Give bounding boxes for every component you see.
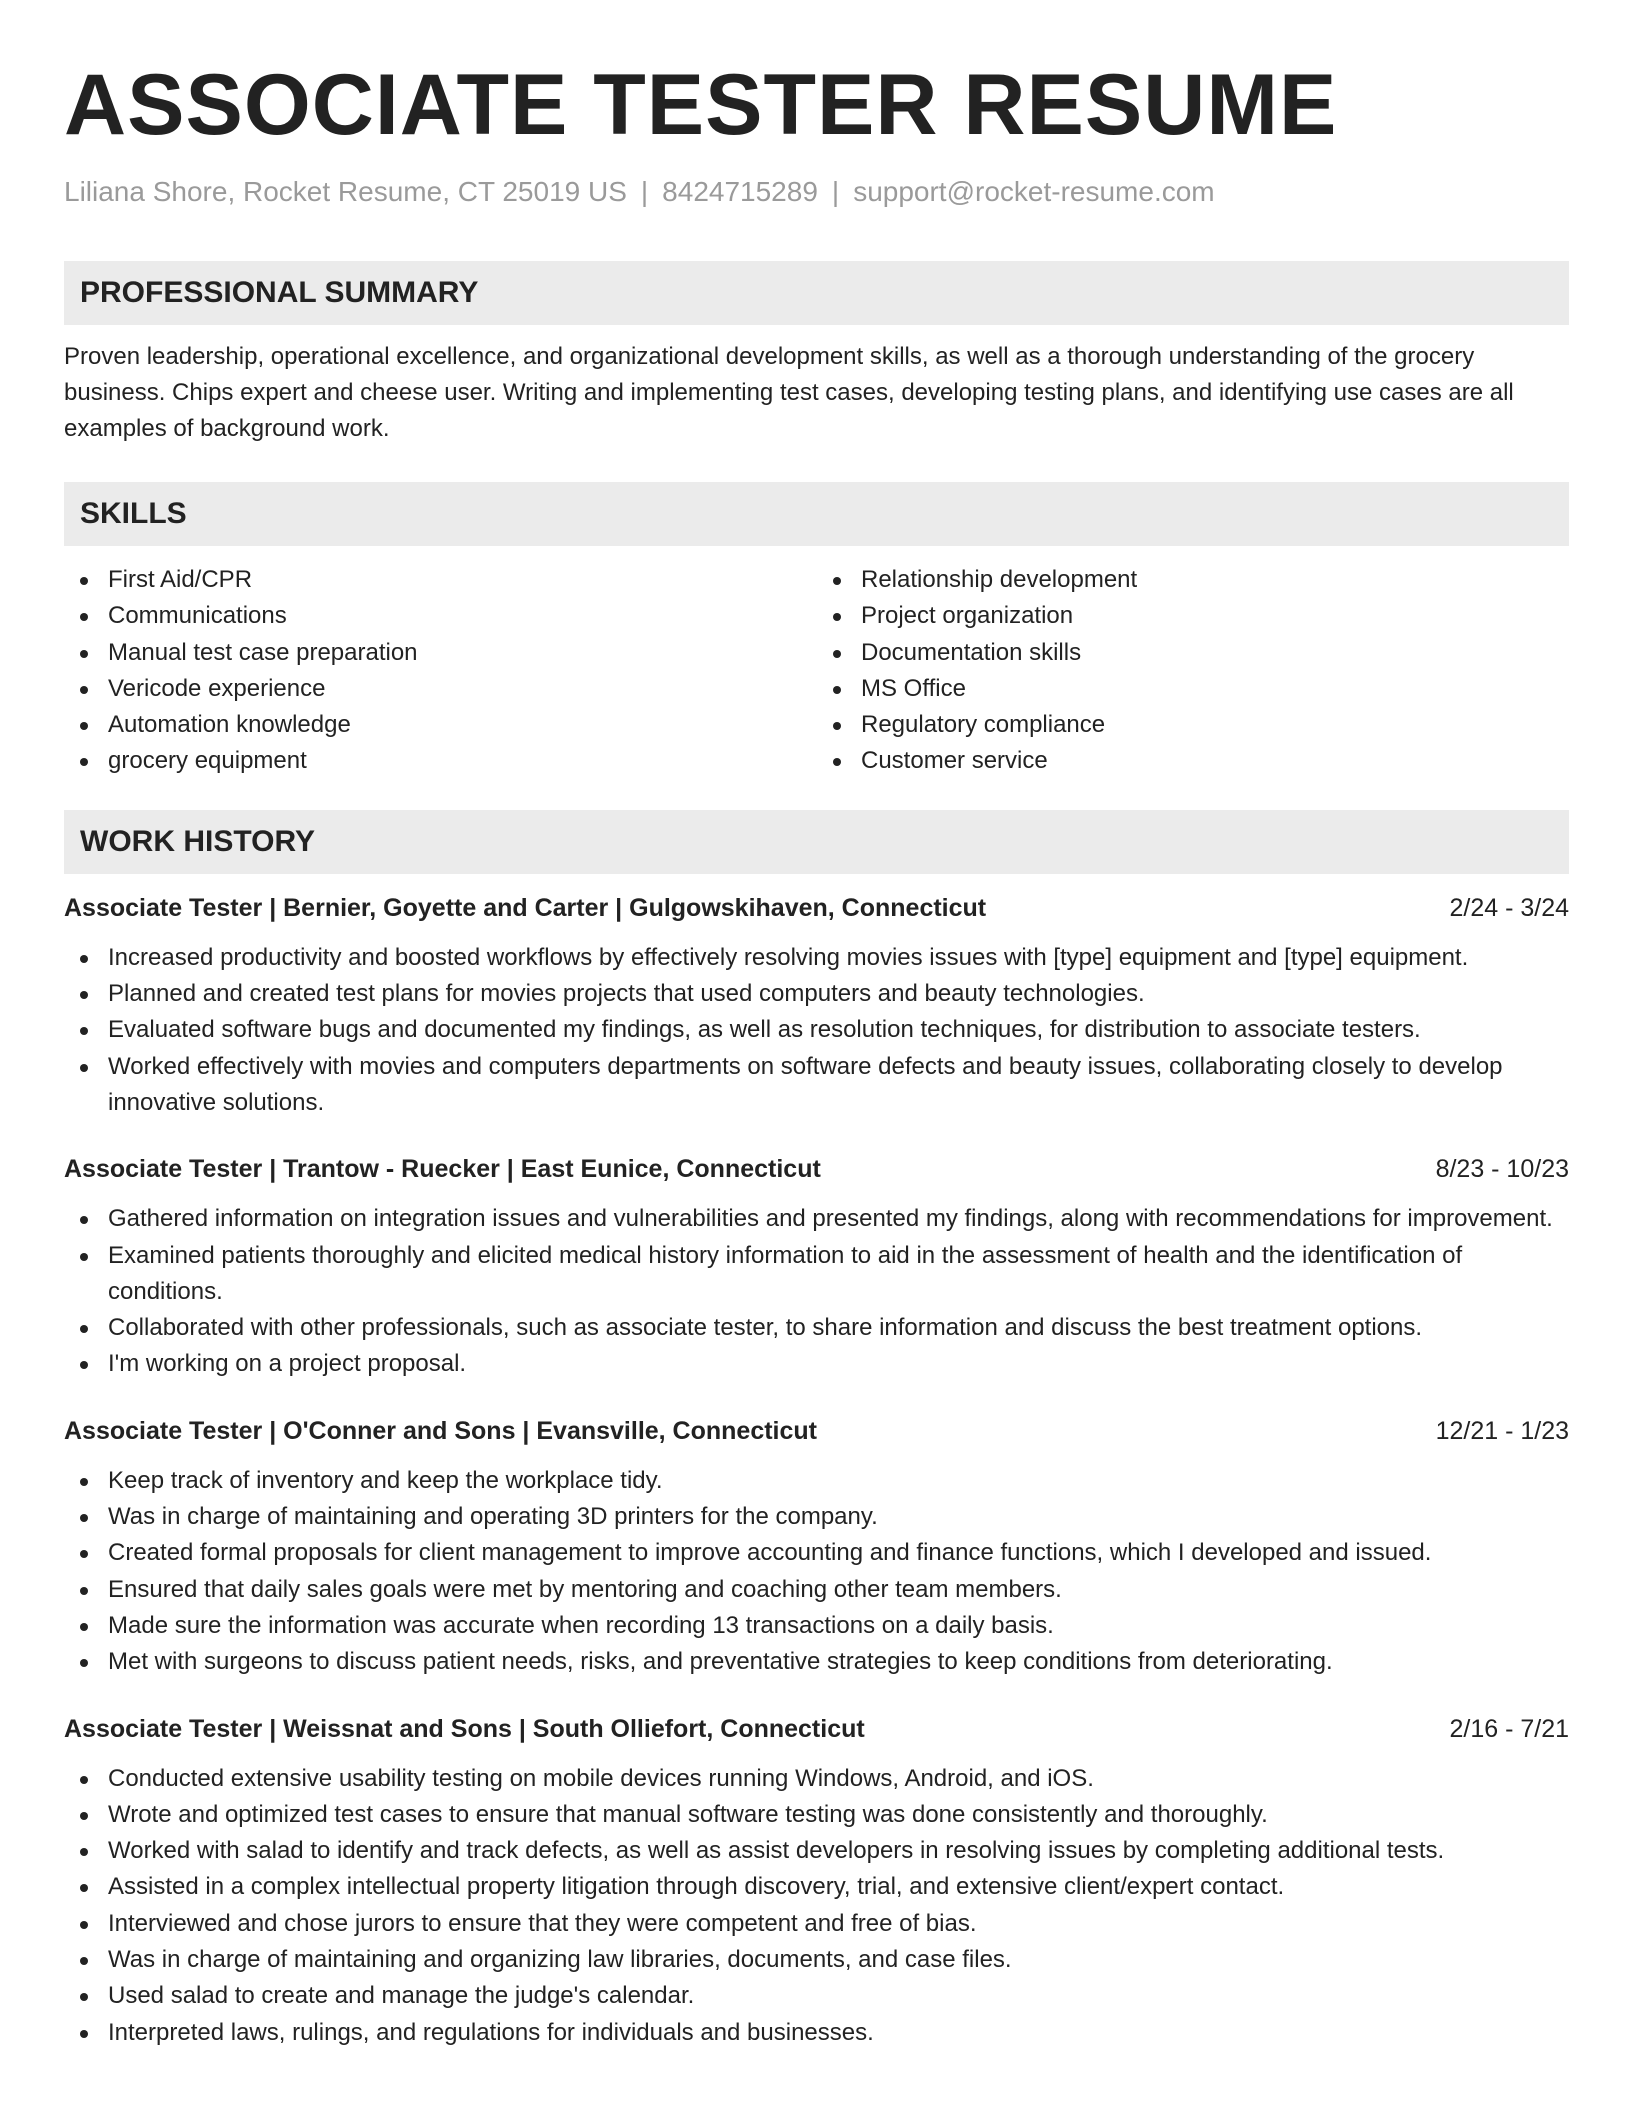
skill-item: Vericode experience: [64, 671, 816, 707]
job-bullet: Collaborated with other professionals, such as associate tester, to share information and discuss the best treatment options.: [64, 1310, 1569, 1346]
job-bullet: Conducted extensive usability testing on mobile devices running Windows, Android, and iOS.: [64, 1761, 1569, 1797]
job-title: Associate Tester | O'Conner and Sons | Evansville, Connecticut: [64, 1416, 818, 1445]
skill-item: Documentation skills: [817, 635, 1569, 671]
job-header: [64, 1711, 1569, 1747]
job-bullet: Interpreted laws, rulings, and regulations for individuals and businesses.: [64, 2015, 1569, 2051]
job-bullet: Was in charge of maintaining and operating 3D printers for the company.: [64, 1499, 1569, 1535]
job-bullet: Wrote and optimized test cases to ensure that manual software testing was done consistently and thoroughly.: [64, 1797, 1569, 1833]
skill-item: grocery equipment: [64, 743, 816, 779]
job-bullets: [64, 940, 1569, 1121]
contact-separator: |: [831, 176, 840, 207]
job-bullets: [64, 1463, 1569, 1681]
work-history-heading: WORK HISTORY: [64, 810, 1569, 874]
skill-item: Customer service: [817, 743, 1569, 779]
job-dates: 12/21 - 1/23: [1435, 1416, 1569, 1445]
job-dates: 8/23 - 10/23: [1435, 1155, 1569, 1184]
skill-item: Project organization: [817, 598, 1569, 634]
skill-item: Regulatory compliance: [817, 707, 1569, 743]
job-bullet: Gathered information on integration issues and vulnerabilities and presented my findings, along with recommendations for improvement.: [64, 1201, 1569, 1237]
job-header: [64, 1151, 1569, 1187]
job-bullet: Used salad to create and manage the judge's calendar.: [64, 1978, 1569, 2014]
summary-text: Proven leadership, operational excellence, and organizational development skills, as well as a thorough understanding of the grocery business. Chips expert and cheese user. Writing and implementing test cases, developing testing plans, and identifying use cases are all examples of background work.: [64, 343, 1514, 442]
job-title: Associate Tester | Bernier, Goyette and Carter | Gulgowskihaven, Connecticut: [64, 893, 987, 922]
skill-item: Automation knowledge: [64, 707, 816, 743]
skill-item: Communications: [64, 598, 816, 634]
job-bullets: [64, 1761, 1569, 2051]
job-entry: [64, 1151, 1569, 1382]
job-header: [64, 890, 1569, 926]
skill-item: MS Office: [817, 671, 1569, 707]
job-bullet: Made sure the information was accurate when recording 13 transactions on a daily basis.: [64, 1608, 1569, 1644]
job-bullets: [64, 1201, 1569, 1382]
skill-item: Manual test case preparation: [64, 635, 816, 671]
job-bullet: Worked with salad to identify and track defects, as well as assist developers in resolving issues by completing additional tests.: [64, 1833, 1569, 1869]
job-title: Associate Tester | Trantow - Ruecker | East Eunice, Connecticut: [64, 1155, 821, 1184]
job-bullet: Ensured that daily sales goals were met by mentoring and coaching other team members.: [64, 1572, 1569, 1608]
job-bullet: Keep track of inventory and keep the workplace tidy.: [64, 1463, 1569, 1499]
resume-title: ASSOCIATE TESTER RESUME: [64, 57, 1338, 153]
skill-item: Relationship development: [817, 562, 1569, 598]
job-bullet: Examined patients thoroughly and elicited medical history information to aid in the assessment of health and the identification of conditions.: [64, 1238, 1569, 1311]
contact-email: support@rocket-resume.com: [853, 176, 1215, 207]
contact-line: [64, 175, 1569, 209]
job-bullet: Worked effectively with movies and computers departments on software defects and beauty issues, collaborating closely to develop innovative solutions.: [64, 1049, 1569, 1122]
job-bullet: Interviewed and chose jurors to ensure that they were competent and free of bias.: [64, 1906, 1569, 1942]
job-dates: 2/24 - 3/24: [1449, 893, 1569, 922]
job-dates: 2/16 - 7/21: [1449, 1714, 1569, 1743]
job-title: Associate Tester | Weissnat and Sons | South Olliefort, Connecticut: [64, 1714, 865, 1743]
contact-separator: |: [640, 176, 649, 207]
job-bullet: Was in charge of maintaining and organizing law libraries, documents, and case files.: [64, 1942, 1569, 1978]
skills-heading: SKILLS: [64, 482, 1569, 546]
job-bullet: Created formal proposals for client management to improve accounting and finance functions, which I developed and issued.: [64, 1535, 1569, 1571]
summary-heading: PROFESSIONAL SUMMARY: [64, 261, 1569, 325]
skills-column-left: [64, 562, 816, 780]
job-bullet: Assisted in a complex intellectual property litigation through discovery, trial, and extensive client/expert contact.: [64, 1869, 1569, 1905]
job-entry: [64, 1711, 1569, 2051]
contact-phone: 8424715289: [662, 176, 818, 207]
skills-list: [64, 562, 1569, 780]
job-entry: [64, 890, 1569, 1121]
job-bullet: I'm working on a project proposal.: [64, 1346, 1569, 1382]
contact-address: Liliana Shore, Rocket Resume, CT 25019 US: [64, 176, 627, 207]
job-header: [64, 1413, 1569, 1449]
job-bullet: Planned and created test plans for movies projects that used computers and beauty technologies.: [64, 976, 1569, 1012]
job-entry: [64, 1413, 1569, 1681]
skill-item: First Aid/CPR: [64, 562, 816, 598]
job-bullet: Evaluated software bugs and documented my findings, as well as resolution techniques, for distribution to associate testers.: [64, 1012, 1569, 1048]
job-bullet: Met with surgeons to discuss patient needs, risks, and preventative strategies to keep conditions from deteriorating.: [64, 1644, 1569, 1680]
skills-column-right: [817, 562, 1569, 780]
job-bullet: Increased productivity and boosted workflows by effectively resolving movies issues with [type] equipment and [type] equipment.: [64, 940, 1569, 976]
